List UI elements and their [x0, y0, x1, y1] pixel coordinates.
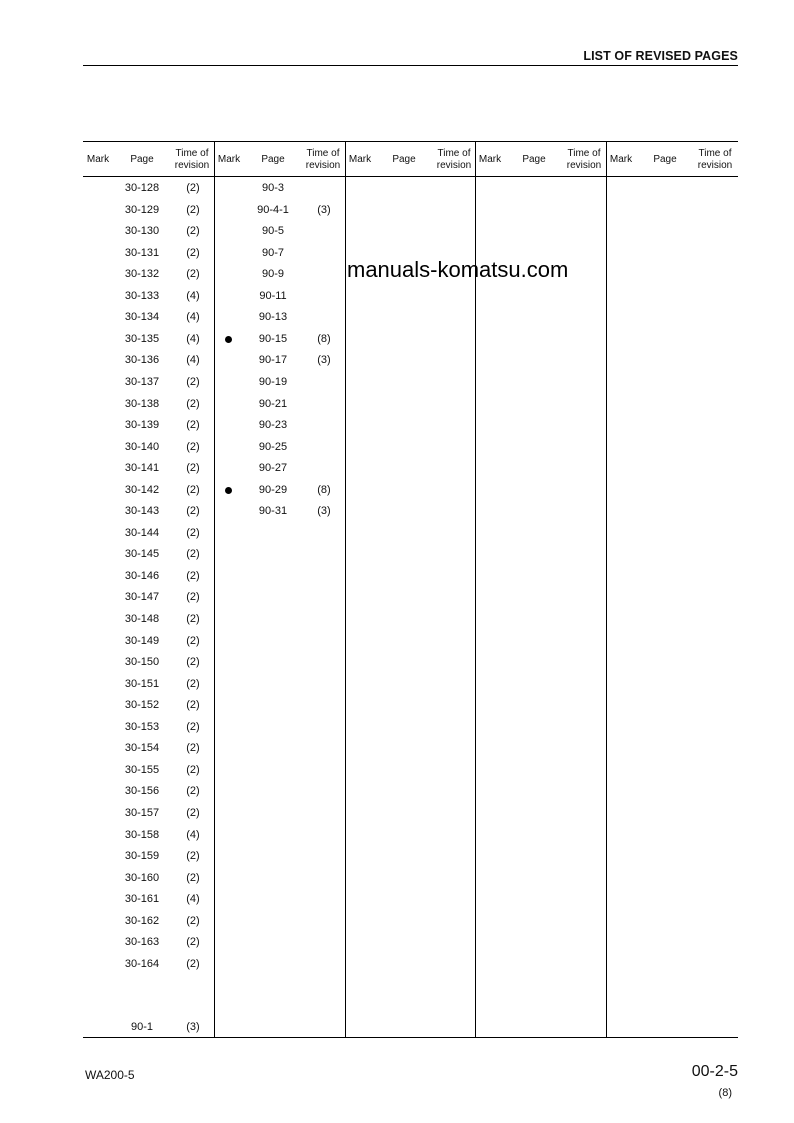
header-rule — [83, 65, 738, 66]
column-header-time-of-revision: Time of revision — [566, 148, 602, 171]
table-cell-revision: (3) — [317, 354, 331, 367]
table-cell-page: 30-164 — [124, 957, 160, 970]
column-header-page: Page — [130, 154, 154, 165]
column-header-time-of-revision: Time of revision — [305, 148, 341, 171]
table-cell-page: 30-163 — [124, 936, 160, 949]
table-cell-page: 30-160 — [124, 871, 160, 884]
table-cell-page: 90-1 — [130, 1021, 154, 1033]
table-cell-page: 90-31 — [258, 505, 288, 518]
table-cell-revision: (4) — [186, 311, 200, 324]
column-divider-2 — [345, 142, 346, 1038]
table-cell-revision: (4) — [186, 828, 200, 841]
table-cell-page: 30-147 — [124, 591, 160, 604]
table-cell-page: 90-23 — [258, 419, 288, 432]
table-cell-page: 30-137 — [124, 375, 160, 388]
table-cell-page: 30-140 — [124, 440, 160, 453]
table-cell-page: 30-150 — [124, 656, 160, 669]
column-header-mark: Mark — [478, 154, 502, 165]
table-cell-page: 30-162 — [124, 914, 160, 927]
table-cell-page: 30-144 — [124, 526, 160, 539]
table-cell-revision: (2) — [186, 806, 200, 819]
column-header-page: Page — [392, 154, 416, 165]
table-cell-revision: (2) — [186, 483, 200, 496]
table-cell-revision: (2) — [186, 440, 200, 453]
table-cell-page: 30-153 — [124, 720, 160, 733]
table-cell-revision: (2) — [186, 613, 200, 625]
table-bottom-rule — [83, 1037, 738, 1038]
table-cell-page: 90-15 — [258, 332, 288, 345]
table-cell-page: 90-27 — [258, 462, 288, 475]
table-cell-page: 30-154 — [124, 742, 160, 755]
table-cell-page: 30-142 — [124, 483, 160, 496]
table-cell-revision: (2) — [186, 225, 200, 238]
table-cell-page: 30-158 — [124, 828, 160, 841]
table-top-rule — [83, 141, 738, 142]
revision-mark-bullet — [225, 487, 232, 494]
table-cell-page: 30-131 — [124, 246, 160, 259]
table-cell-page: 30-138 — [124, 397, 160, 410]
table-cell-page: 30-152 — [124, 699, 160, 712]
column-header-page: Page — [261, 154, 285, 165]
table-cell-page: 90-19 — [258, 375, 288, 388]
table-cell-revision: (2) — [186, 591, 200, 604]
table-cell-page: 30-130 — [124, 225, 160, 238]
table-cell-revision: (2) — [186, 850, 200, 863]
table-cell-revision: (8) — [317, 483, 331, 496]
table-cell-revision: (2) — [186, 397, 200, 410]
table-cell-revision: (2) — [186, 957, 200, 970]
table-cell-revision: (2) — [186, 548, 200, 561]
table-cell-page: 30-129 — [124, 203, 160, 216]
table-cell-page: 30-151 — [124, 677, 160, 690]
table-cell-revision: (2) — [186, 419, 200, 432]
table-cell-page: 30-141 — [124, 462, 160, 475]
column-header-page: Page — [653, 154, 677, 165]
table-cell-revision: (2) — [186, 763, 200, 776]
table-cell-revision: (3) — [186, 1021, 200, 1033]
table-cell-revision: (2) — [186, 720, 200, 733]
table-cell-page: 30-128 — [124, 182, 160, 194]
table-cell-page: 30-135 — [124, 332, 160, 345]
column-divider-1 — [214, 142, 215, 1038]
table-cell-page: 90-3 — [261, 182, 285, 194]
table-cell-revision: (2) — [186, 505, 200, 518]
column-header-rule — [83, 176, 738, 177]
table-cell-page: 30-161 — [124, 893, 160, 906]
table-cell-revision: (3) — [317, 203, 331, 216]
table-cell-page: 90-7 — [261, 246, 285, 259]
column-header-mark: Mark — [86, 154, 110, 165]
column-header-mark: Mark — [217, 154, 241, 165]
table-cell-page: 90-4-1 — [257, 203, 289, 216]
column-divider-3 — [475, 142, 476, 1038]
table-cell-revision: (8) — [317, 332, 331, 345]
table-cell-page: 90-11 — [259, 289, 287, 302]
table-cell-page: 30-146 — [124, 569, 160, 582]
table-cell-revision: (3) — [317, 505, 331, 518]
column-divider-4 — [606, 142, 607, 1038]
table-cell-page: 90-29 — [258, 483, 288, 496]
table-cell-revision: (2) — [186, 182, 200, 194]
table-cell-page: 90-9 — [261, 268, 285, 281]
table-cell-page: 30-134 — [124, 311, 160, 324]
table-cell-page: 30-133 — [124, 289, 160, 302]
table-cell-revision: (4) — [186, 289, 200, 302]
table-cell-page: 30-155 — [124, 763, 160, 776]
column-header-time-of-revision: Time of revision — [174, 148, 210, 171]
column-header-page: Page — [522, 154, 546, 165]
table-cell-revision: (2) — [186, 936, 200, 949]
model-name: WA200-5 — [85, 1068, 135, 1082]
table-cell-revision: (2) — [186, 871, 200, 884]
table-cell-revision: (2) — [186, 526, 200, 539]
column-header-time-of-revision: Time of revision — [697, 148, 733, 171]
table-cell-page: 90-25 — [258, 440, 288, 453]
table-cell-page: 30-132 — [124, 268, 160, 281]
page-number: 00-2-5 — [691, 1063, 738, 1080]
table-cell-page: 30-159 — [124, 850, 160, 863]
table-cell-revision: (4) — [186, 354, 200, 367]
table-cell-revision: (2) — [186, 246, 200, 259]
table-cell-page: 90-13 — [258, 311, 288, 324]
table-cell-revision: (2) — [186, 569, 200, 582]
table-cell-revision: (2) — [186, 656, 200, 669]
page-revision: (8) — [718, 1087, 732, 1099]
table-cell-revision: (2) — [186, 268, 200, 281]
table-cell-page: 30-145 — [124, 548, 160, 561]
table-cell-revision: (2) — [186, 785, 200, 798]
table-cell-page: 30-139 — [124, 419, 160, 432]
revision-mark-bullet — [225, 336, 232, 343]
table-cell-revision: (2) — [186, 677, 200, 690]
table-cell-page: 90-5 — [261, 225, 285, 238]
column-header-mark: Mark — [609, 154, 633, 165]
table-cell-page: 30-143 — [124, 505, 160, 518]
table-cell-revision: (2) — [186, 742, 200, 755]
table-cell-page: 30-148 — [124, 613, 160, 625]
watermark-text: manuals-komatsu.com — [347, 257, 569, 282]
table-cell-revision: (2) — [186, 462, 200, 475]
table-cell-page: 30-156 — [124, 785, 160, 798]
table-cell-page: 30-136 — [124, 354, 160, 367]
table-cell-revision: (2) — [186, 203, 200, 216]
column-header-time-of-revision: Time of revision — [436, 148, 472, 171]
table-cell-revision: (2) — [186, 699, 200, 712]
table-cell-revision: (4) — [186, 893, 200, 906]
table-cell-page: 30-149 — [124, 634, 160, 647]
table-cell-page: 90-21 — [258, 397, 288, 410]
table-cell-page: 30-157 — [124, 806, 160, 819]
page-header-title: LIST OF REVISED PAGES — [583, 49, 738, 63]
column-header-mark: Mark — [348, 154, 372, 165]
table-cell-revision: (2) — [186, 375, 200, 388]
table-cell-revision: (2) — [186, 914, 200, 927]
table-cell-revision: (4) — [186, 332, 200, 345]
table-cell-page: 90-17 — [258, 354, 288, 367]
table-cell-revision: (2) — [186, 634, 200, 647]
